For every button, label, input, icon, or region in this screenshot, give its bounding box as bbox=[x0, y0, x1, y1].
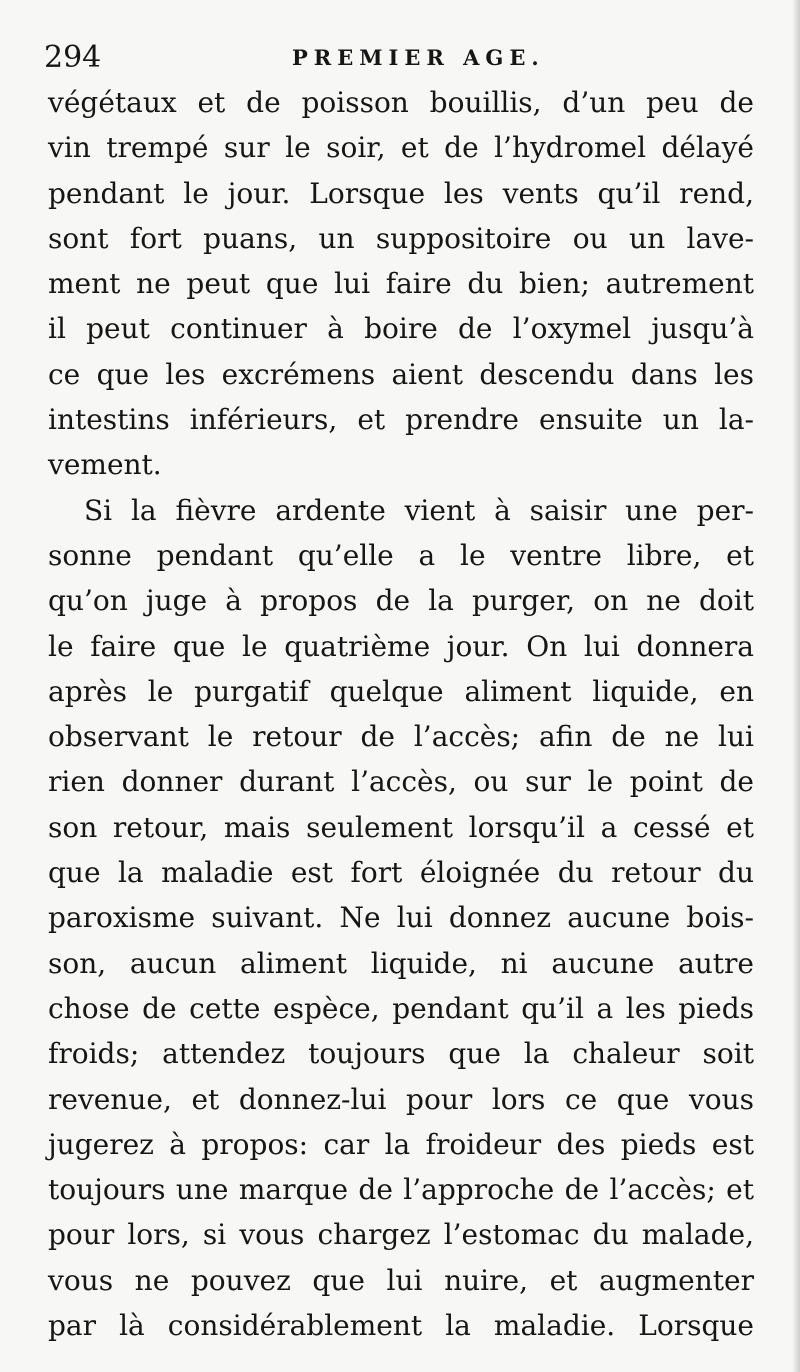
text-line: jugerez à propos: car la froideur des pieds est bbox=[48, 1127, 754, 1161]
text-line: qu’on juge à propos de la purger, on ne doit bbox=[48, 584, 754, 618]
text-line: végétaux et de poisson bouillis, d’un peu de bbox=[48, 86, 754, 119]
text-line: chose de cette espèce, pendant qu’il a les pieds bbox=[48, 991, 754, 1025]
text-line: froids; attendez toujours que la chaleur soit bbox=[48, 1037, 754, 1071]
text-line: il peut continuer à boire de l’oxymel jusqu’à bbox=[48, 312, 754, 346]
text-line: paroxisme suivant. Ne lui donnez aucune bois- bbox=[48, 901, 754, 935]
text-line: revenue, et donnez-lui pour lors ce que vous bbox=[48, 1082, 754, 1116]
text-line: son, aucun aliment liquide, ni aucune autre bbox=[48, 946, 754, 980]
paragraph-first-line: Si la fièvre ardente vient à saisir une per- bbox=[84, 493, 754, 527]
text-line: ce que les excrémens aient descendu dans les bbox=[48, 357, 754, 391]
text-line: observant le retour de l’accès; afin de ne lui bbox=[48, 720, 754, 754]
text-line: vous ne pouvez que lui nuire, et augmenter bbox=[48, 1263, 754, 1297]
text-line: sonne pendant qu’elle a le ventre libre, et bbox=[48, 538, 754, 572]
page-edge-shadow bbox=[792, 0, 800, 1372]
text-line: après le purgatif quelque aliment liquide, en bbox=[48, 674, 754, 708]
page-header bbox=[44, 34, 764, 84]
text-line: toujours une marque de l’approche de l’accès; et bbox=[48, 1173, 754, 1207]
text-line: rien donner durant l’accès, ou sur le point de bbox=[48, 765, 754, 799]
text-line: pour lors, si vous chargez l’estomac du malade, bbox=[48, 1218, 754, 1252]
text-line: son retour, mais seulement lorsqu’il a cessé et bbox=[48, 810, 754, 844]
body-text bbox=[48, 80, 754, 1348]
text-line: vin trempé sur le soir, et de l’hydromel délayé bbox=[48, 131, 754, 165]
text-line: pendant le jour. Lorsque les vents qu’il rend, bbox=[48, 176, 754, 210]
text-line: que la maladie est fort éloignée du retour du bbox=[48, 856, 754, 890]
text-line: par là considérablement la maladie. Lorsque bbox=[48, 1309, 754, 1343]
text-line: ment ne peut que lui faire du bien; autrement bbox=[48, 267, 754, 301]
text-line: le faire que le quatrième jour. On lui donnera bbox=[48, 629, 754, 663]
text-line: vement. bbox=[48, 448, 162, 482]
page-number: 294 bbox=[44, 40, 102, 75]
running-head: PREMIER AGE. bbox=[292, 45, 545, 70]
text-line: intestins inférieurs, et prendre ensuite un la- bbox=[48, 403, 754, 437]
text-line: sont fort puans, un suppositoire ou un lave- bbox=[48, 221, 754, 255]
